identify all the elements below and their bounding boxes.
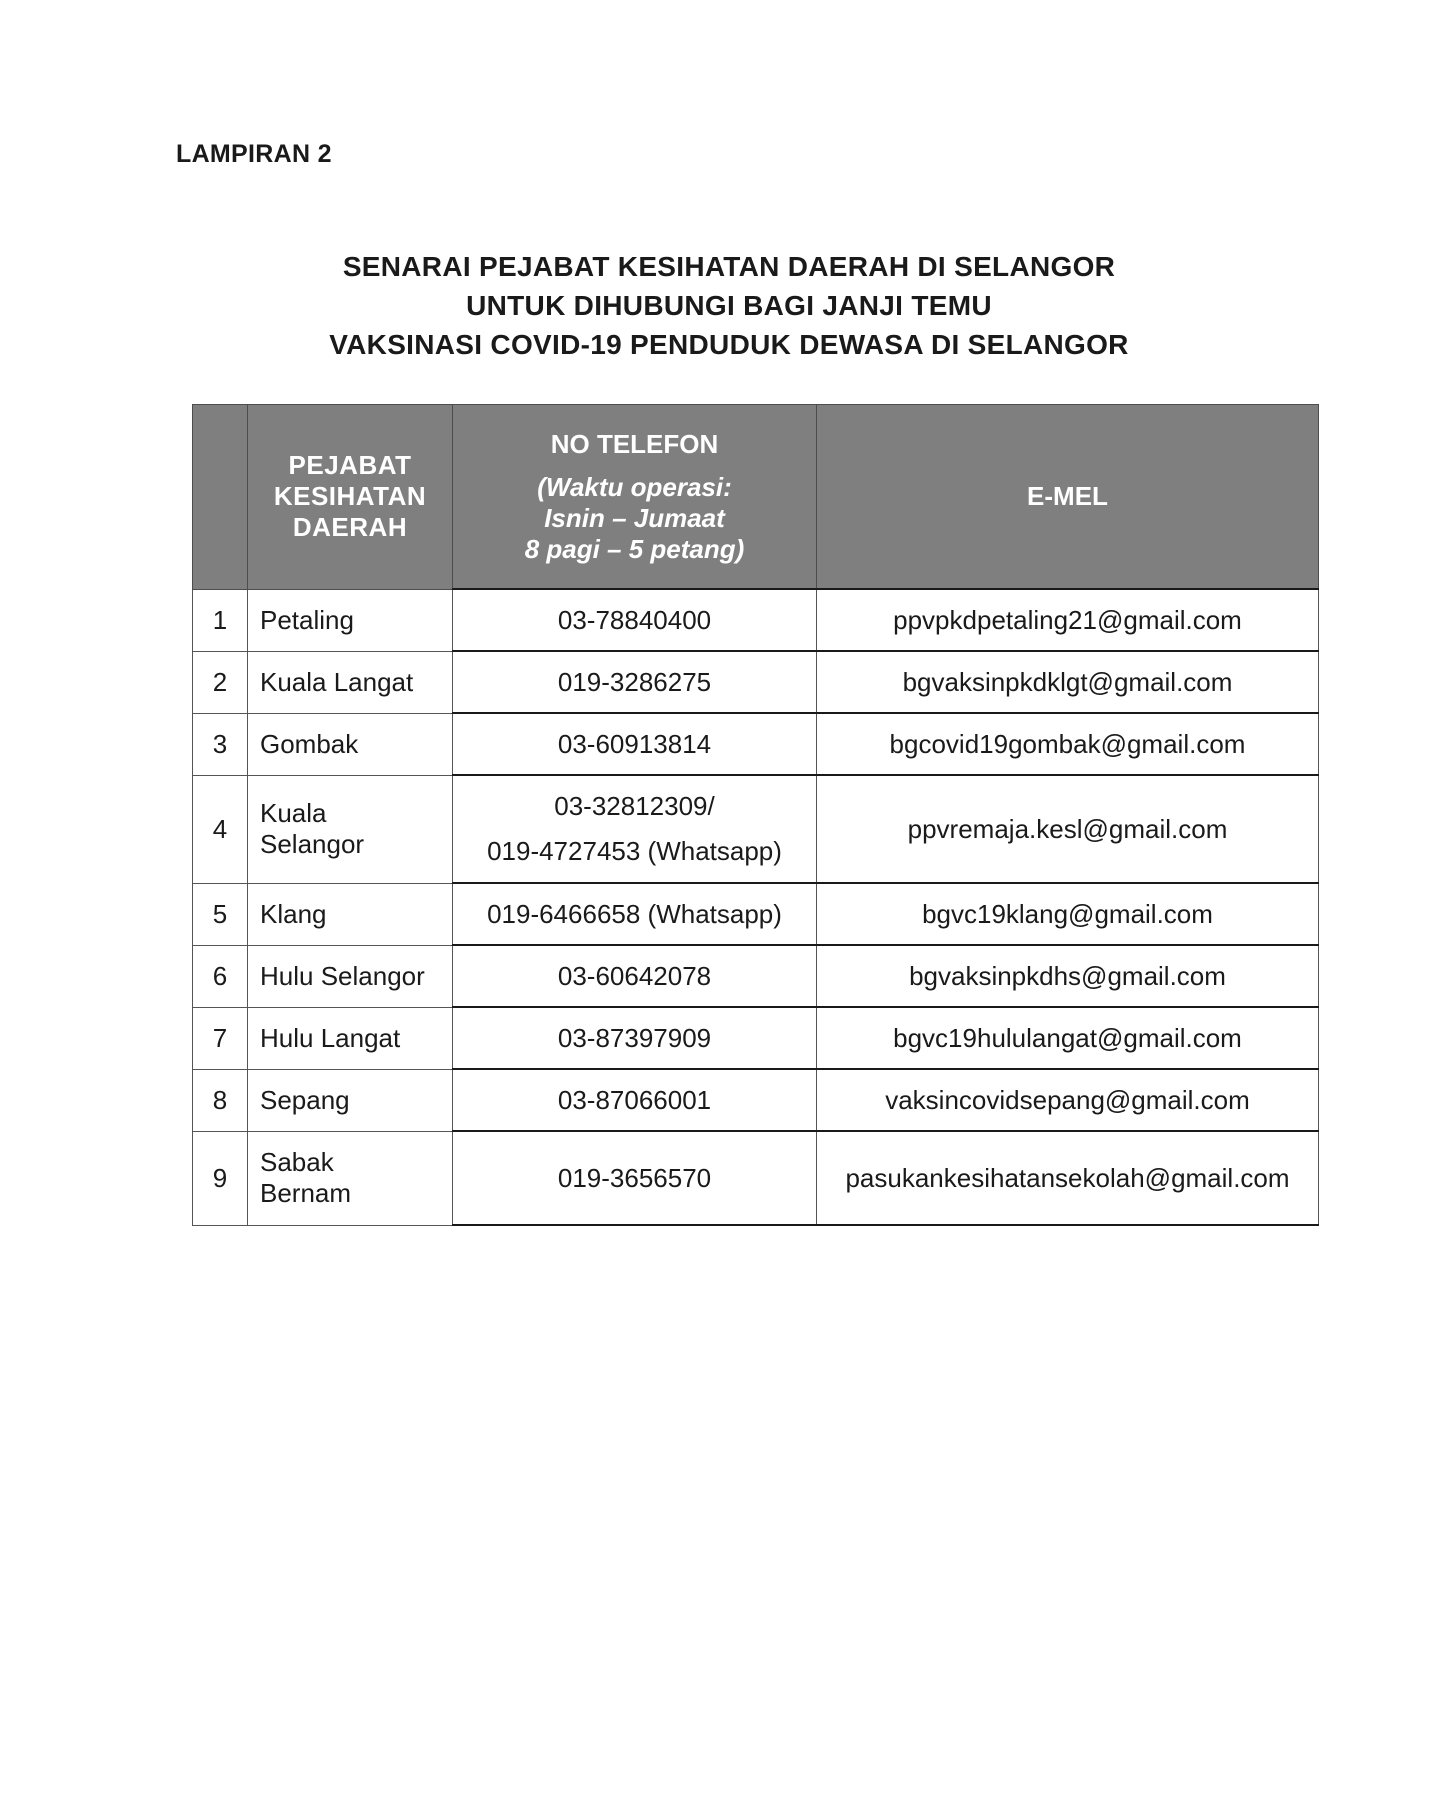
header-office <box>248 405 453 590</box>
table-header-row <box>193 405 1319 590</box>
phone-cell <box>453 1069 817 1131</box>
office-name-line: Kuala <box>260 798 327 828</box>
phone-cell <box>453 713 817 775</box>
office-name-line: Gombak <box>260 728 359 759</box>
row-number: 7 <box>193 1007 248 1069</box>
header-phone-label: NO TELEFON <box>550 428 719 459</box>
table-row <box>193 883 1319 945</box>
header-phone-hours-line-3: 8 pagi – 5 petang) <box>524 533 745 564</box>
email-address: bgvc19hululangat@gmail.com <box>817 1007 1319 1069</box>
header-phone <box>453 405 817 590</box>
phone-number: 019-3656570 <box>557 1162 712 1193</box>
office-name-line: Petaling <box>260 604 354 635</box>
phone-number: 019-4727453 (Whatsapp) <box>487 836 782 866</box>
appendix-label: LAMPIRAN 2 <box>176 140 332 168</box>
office-name-line: Klang <box>260 898 327 929</box>
phone-cell <box>453 1131 817 1225</box>
office-name-cell <box>248 945 453 1007</box>
phone-cell <box>453 589 817 651</box>
email-address: pasukankesihatansekolah@gmail.com <box>817 1131 1319 1225</box>
district-health-office-table <box>192 404 1319 1226</box>
email-address: bgvaksinpkdklgt@gmail.com <box>817 651 1319 713</box>
phone-cell <box>453 651 817 713</box>
row-number: 9 <box>193 1131 248 1225</box>
table-row <box>193 651 1319 713</box>
office-name-cell <box>248 713 453 775</box>
table-row <box>193 945 1319 1007</box>
office-name-cell <box>248 883 453 945</box>
row-number: 1 <box>193 589 248 651</box>
phone-number: 03-78840400 <box>557 604 712 635</box>
header-phone-hours-line-1: (Waktu operasi: <box>537 471 732 502</box>
office-name-line: Hulu Langat <box>260 1022 401 1053</box>
email-address: ppvpkdpetaling21@gmail.com <box>817 589 1319 651</box>
office-name-line: Kuala Langat <box>260 666 414 697</box>
email-address: bgvaksinpkdhs@gmail.com <box>817 945 1319 1007</box>
office-name-line: Sepang <box>260 1084 350 1115</box>
header-number <box>193 405 248 590</box>
office-name-cell <box>248 775 453 883</box>
phone-number: 019-6466658 (Whatsapp) <box>487 898 782 929</box>
phone-number: 019-3286275 <box>557 666 712 697</box>
document-title <box>0 247 1440 364</box>
office-name-cell <box>248 651 453 713</box>
table-row <box>193 1131 1319 1225</box>
office-name-line: Bernam <box>260 1178 352 1208</box>
title-line-2: UNTUK DIHUBUNGI BAGI JANJI TEMU <box>466 290 992 321</box>
phone-cell <box>453 883 817 945</box>
email-address: bgvc19klang@gmail.com <box>817 883 1319 945</box>
table-row <box>193 1007 1319 1069</box>
header-email: E-MEL <box>817 405 1319 590</box>
office-name-line: Hulu Selangor <box>260 960 425 991</box>
phone-cell <box>453 945 817 1007</box>
office-name-line: Selangor <box>260 829 365 859</box>
phone-number: 03-32812309/ <box>554 791 715 821</box>
table-body <box>193 589 1319 1225</box>
row-number: 2 <box>193 651 248 713</box>
table-row <box>193 589 1319 651</box>
row-number: 6 <box>193 945 248 1007</box>
office-name-cell <box>248 1131 453 1225</box>
office-name-line: Sabak <box>260 1147 334 1177</box>
email-address: ppvremaja.kesl@gmail.com <box>817 775 1319 883</box>
title-line-1: SENARAI PEJABAT KESIHATAN DAERAH DI SELANGOR <box>342 251 1116 282</box>
row-number: 5 <box>193 883 248 945</box>
phone-number: 03-60913814 <box>557 728 712 759</box>
header-phone-hours-line-2: Isnin – Jumaat <box>544 502 725 533</box>
header-office-line-2: KESIHATAN <box>273 481 427 512</box>
phone-number: 03-60642078 <box>557 960 712 991</box>
office-name-cell <box>248 1007 453 1069</box>
header-office-line-3: DAERAH <box>292 512 408 543</box>
phone-cell <box>453 775 817 883</box>
email-address: bgcovid19gombak@gmail.com <box>817 713 1319 775</box>
row-number: 8 <box>193 1069 248 1131</box>
phone-number: 03-87397909 <box>557 1022 712 1053</box>
office-name-cell <box>248 589 453 651</box>
phone-number: 03-87066001 <box>557 1084 712 1115</box>
row-number: 3 <box>193 713 248 775</box>
header-office-line-1: PEJABAT <box>288 450 412 481</box>
phone-cell <box>453 1007 817 1069</box>
table-row <box>193 713 1319 775</box>
table-row <box>193 775 1319 883</box>
table-row <box>193 1069 1319 1131</box>
title-line-3: VAKSINASI COVID-19 PENDUDUK DEWASA DI SELANGOR <box>329 329 1129 360</box>
email-address: vaksincovidsepang@gmail.com <box>817 1069 1319 1131</box>
row-number: 4 <box>193 775 248 883</box>
office-name-cell <box>248 1069 453 1131</box>
